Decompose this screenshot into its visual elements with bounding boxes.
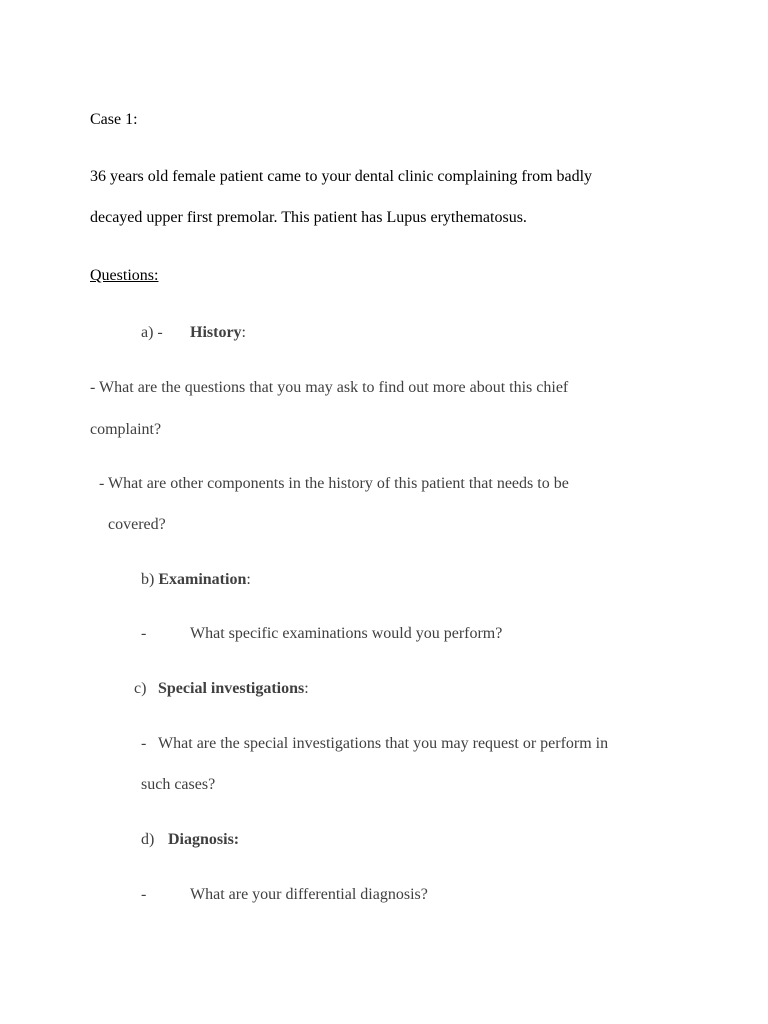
case-description-line-2: decayed upper first premolar. This patient has Lupus erythematosus.: [90, 209, 527, 226]
history-heading: [190, 323, 246, 343]
examination-marker: b): [141, 571, 155, 588]
diagnosis-title: Diagnosis:: [168, 831, 240, 848]
special-investigations-question-1-line-2: such cases?: [141, 776, 216, 793]
examination-question-1: What specific examinations would you perform?: [190, 625, 503, 642]
diagnosis-bullet: -: [141, 886, 147, 903]
diagnosis-marker: d): [141, 831, 155, 848]
case-description-line-1: 36 years old female patient came to your dental clinic complaining from badly: [90, 168, 593, 185]
history-question-1-line-2: complaint?: [90, 421, 162, 438]
history-marker: a) -: [141, 324, 163, 341]
special-investigations-title: Special investigations: [158, 680, 305, 697]
questions-heading: Questions:: [90, 267, 159, 284]
examination-title: Examination: [158, 571, 247, 588]
history-title: History: [190, 324, 242, 341]
special-investigations-colon: :: [304, 680, 309, 697]
history-colon: :: [241, 324, 246, 341]
special-investigations-question-1-line-1: - What are the special investigations that you may request or perform in: [141, 735, 609, 752]
history-question-1-line-1: - What are the questions that you may ask to find out more about this chief: [90, 379, 569, 396]
examination-heading: [141, 570, 251, 590]
special-investigations-marker: c): [134, 680, 147, 697]
case-title: Case 1:: [90, 111, 138, 128]
diagnosis-question-1: What are your differential diagnosis?: [190, 886, 428, 903]
history-question-2-line-1: - What are other components in the history of this patient that needs to be: [99, 475, 569, 492]
examination-bullet: -: [141, 625, 147, 642]
special-investigations-heading: [158, 679, 309, 699]
examination-colon: :: [246, 571, 251, 588]
history-question-2-line-2: covered?: [108, 516, 166, 533]
